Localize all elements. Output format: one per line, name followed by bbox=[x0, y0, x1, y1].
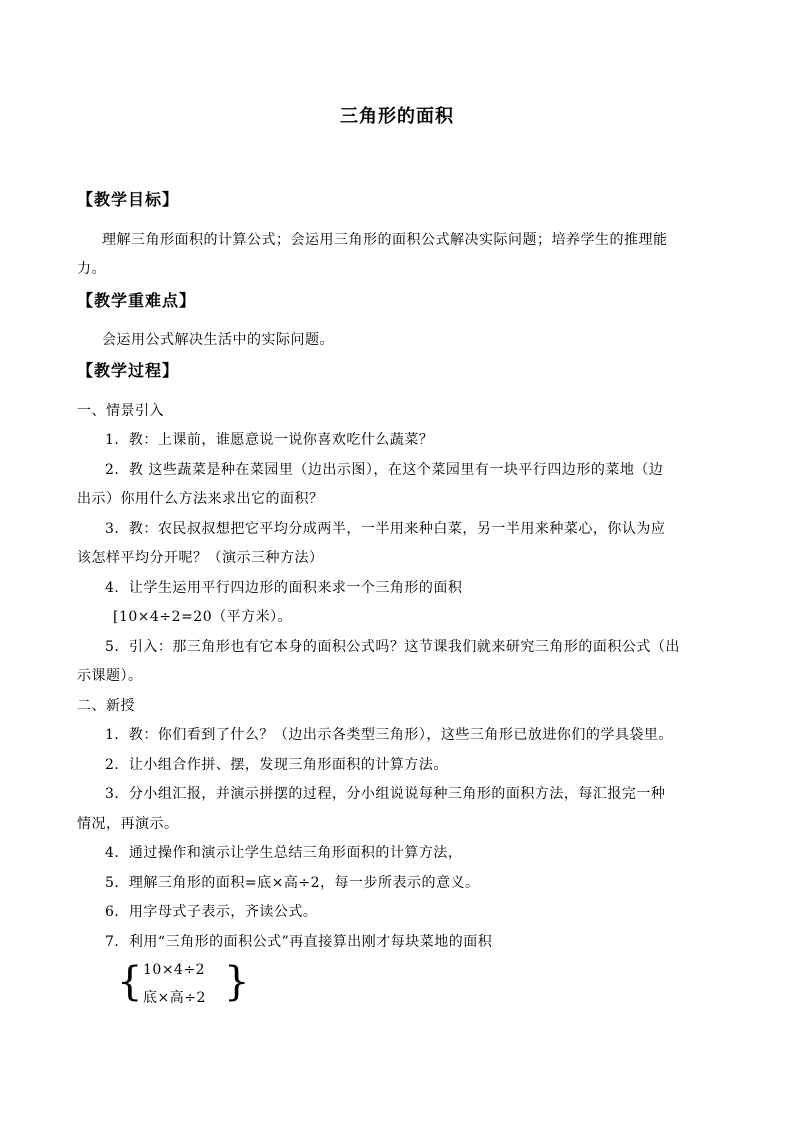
document-title: 三角形的面积 bbox=[340, 106, 454, 127]
part-1-line: 3．教：农民叔叔想把它平均分成两半，一半用来种白菜，另一半用来种菜心，你认为应 bbox=[105, 521, 666, 537]
part-2-line: 情况，再演示。 bbox=[77, 816, 179, 832]
formula-top: 10×4÷2 bbox=[143, 962, 206, 978]
heading-teaching-process: 【教学过程】 bbox=[77, 361, 180, 380]
part-2-title: 二、新授 bbox=[77, 698, 135, 714]
part-1-line: 1．教：上课前，谁愿意说一说你喜欢吃什么蔬菜？ bbox=[105, 432, 434, 448]
goals-paragraph-line-2: 力。 bbox=[77, 261, 106, 277]
part-1-line: 该怎样平均分开呢？（演示三种方法） bbox=[77, 550, 324, 566]
part-2-line: 5．理解三角形的面积=底×高÷2，每一步所表示的意义。 bbox=[105, 875, 480, 891]
part-2-line: 1．教：你们看到了什么？（边出示各类型三角形），这些三角形已放进你们的学具袋里。 bbox=[105, 727, 673, 743]
formula-bottom: 底×高÷2 bbox=[143, 990, 206, 1006]
goals-paragraph-line-1: 理解三角形面积的计算公式；会运用三角形的面积公式解决实际问题；培养学生的推理能 bbox=[102, 232, 668, 248]
heading-teaching-goals: 【教学目标】 bbox=[77, 190, 180, 209]
part-2-line: 3．分小组汇报，并演示拼摆的过程，分小组说说每种三角形的面积方法，每汇报完一种 bbox=[105, 786, 666, 802]
part-2-line: 2．让小组合作拼、摆，发现三角形面积的计算方法。 bbox=[105, 757, 448, 773]
part-1-title: 一、情景引入 bbox=[77, 403, 164, 419]
part-1-line: 示课题）。 bbox=[77, 668, 143, 684]
part-2-line: 7．利用“三角形的面积公式”再直接算出刚才每块菜地的面积 bbox=[105, 934, 493, 950]
part-1-line: 4．让学生运用平行四边形的面积来求一个三角形的面积 bbox=[105, 580, 463, 596]
heading-key-points: 【教学重难点】 bbox=[77, 291, 197, 310]
part-1-line: 2．教 这些蔬菜是种在菜园里（边出示图），在这个菜园里有一块平行四边形的菜地（边 bbox=[105, 462, 664, 478]
part-1-line: 5．引入：那三角形也有它本身的面积公式吗？这节课我们就来研究三角形的面积公式（出 bbox=[105, 639, 680, 655]
key-points-paragraph: 会运用公式解决生活中的实际问题。 bbox=[102, 332, 334, 348]
formula-brace-right: } bbox=[224, 959, 250, 1005]
part-2-line: 4．通过操作和演示让学生总结三角形面积的计算方法， bbox=[105, 845, 463, 861]
part-1-line: 出示）你用什么方法来求出它的面积？ bbox=[77, 491, 324, 507]
formula-brace-left: { bbox=[117, 959, 143, 1005]
part-2-line: 6．用字母式子表示，齐读公式。 bbox=[105, 904, 318, 920]
part-1-formula-line: [10×4÷2=20（平方米）。 bbox=[113, 609, 293, 625]
